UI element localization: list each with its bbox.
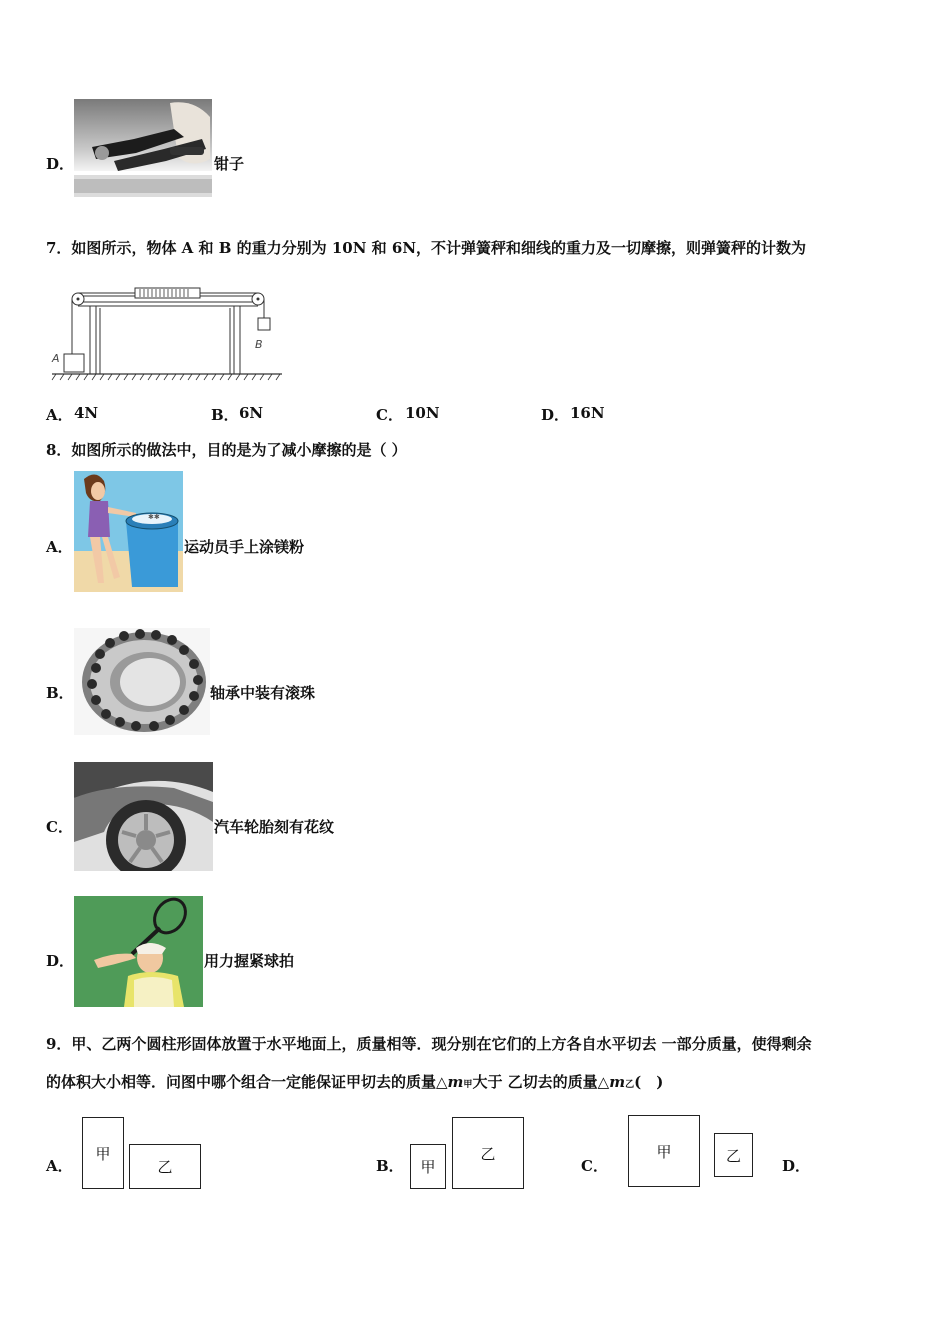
q8-option-b-text: 轴承中装有滚珠 — [210, 684, 316, 702]
q8-option-b-label: B． — [46, 684, 74, 702]
q7-option-a-label: A． — [46, 406, 73, 424]
q9-sub-yi: 乙 — [625, 1080, 635, 1090]
q9-option-b-yi-block — [452, 1117, 524, 1189]
q9-stem-line2-part-c: ( ) — [634, 1073, 664, 1091]
q8-option-d-label: D． — [46, 952, 75, 970]
q9-stem-line2 — [46, 1071, 663, 1092]
q6-option-d-text: 钳子 — [214, 155, 245, 173]
q6-option-d-label: D． — [46, 155, 75, 173]
q7-option-b-label: B． — [211, 406, 239, 424]
q7-figure-spring-scale — [50, 280, 282, 390]
tennis-player-image — [74, 896, 203, 1007]
car-tire-image — [74, 762, 213, 871]
q7-label-a: A — [52, 352, 60, 365]
q8-option-d-text: 用力握紧球拍 — [204, 952, 295, 970]
q7-label-b: B — [255, 338, 263, 351]
q8-option-a-text: 运动员手上涂镁粉 — [184, 538, 305, 556]
q8-option-a-label: A． — [46, 538, 73, 556]
q9-sub-jia: 甲 — [463, 1080, 473, 1090]
q9-stem-line1: 9．甲、乙两个圆柱形固体放置于水平地面上，质量相等．现分别在它们的上方各自水平切去 一部分质量，使得剩余 — [46, 1035, 812, 1053]
q7-option-c-text: 10N — [405, 404, 440, 422]
q9-option-c-jia-text: 甲 — [656, 1142, 672, 1161]
q9-option-c-yi-text: 乙 — [725, 1146, 741, 1165]
q8-stem: 8．如图所示的做法中，目的是为了减小摩擦的是（ ） — [46, 441, 407, 459]
q7-stem: 7．如图所示，物体 A 和 B 的重力分别为 10N 和 6N，不计弹簧秤和细线的重力及一切摩擦，则弹簧秤的计数为 — [46, 239, 807, 257]
svg-text:✱✱: ✱✱ — [148, 513, 160, 521]
q7-option-d-text: 16N — [570, 404, 605, 422]
q9-option-b-label: B． — [376, 1157, 404, 1175]
q7-option-d-label: D． — [541, 406, 570, 424]
q9-option-c-yi-block — [714, 1133, 753, 1177]
ball-bearing-image — [74, 628, 210, 735]
q9-option-a-yi-text: 乙 — [157, 1158, 173, 1176]
q9-option-b-yi-text: 乙 — [480, 1144, 496, 1163]
q9-option-c-jia-block — [628, 1115, 700, 1187]
q7-option-b-text: 6N — [239, 404, 264, 422]
q7-option-c-label: C． — [376, 406, 403, 424]
q9-stem-line2-part-b: 大于 乙切去的质量△ — [472, 1073, 610, 1091]
pliers-image — [74, 99, 212, 197]
q9-m-yi: m — [609, 1073, 626, 1091]
q9-m-jia: m — [447, 1073, 464, 1091]
q8-option-c-text: 汽车轮胎刻有花纹 — [214, 818, 335, 836]
q8-option-c-label: C． — [46, 818, 73, 836]
q9-option-a-jia-text: 甲 — [95, 1144, 111, 1163]
q9-option-b-jia-block — [410, 1144, 446, 1189]
q9-option-a-jia-block — [82, 1117, 124, 1189]
gymnast-chalk-image — [74, 471, 183, 592]
q9-option-c-label: C． — [581, 1157, 608, 1175]
q7-option-a-text: 4N — [74, 404, 99, 422]
q9-stem-line2-part-a: 的体积大小相等．问图中哪个组合一定能保证甲切去的质量△ — [46, 1073, 448, 1091]
q9-option-a-label: A． — [46, 1157, 73, 1175]
q9-option-b-jia-text: 甲 — [420, 1158, 436, 1176]
q9-option-a-yi-block — [129, 1144, 201, 1189]
q9-option-d-label: D． — [782, 1157, 811, 1175]
